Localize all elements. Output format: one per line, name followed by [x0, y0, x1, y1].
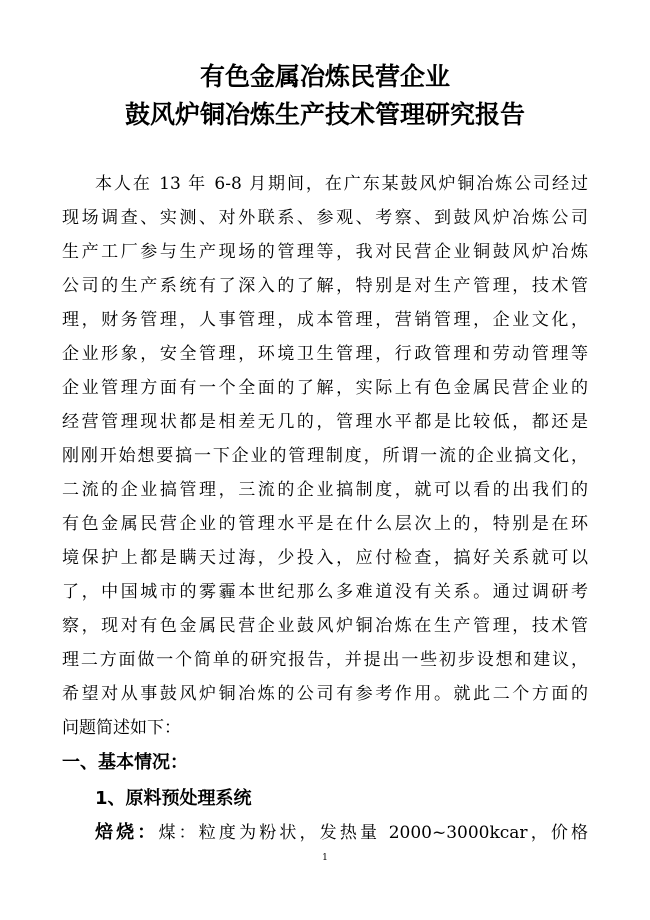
roasting-text: 煤：粒度为粉状，发热量 2000~3000kcar，价格 — [158, 823, 589, 843]
body-line: 察，现对有色金属民营企业鼓风炉铜冶炼在生产管理，技术管 — [62, 616, 588, 636]
body-line: 问题简述如下： — [62, 718, 181, 738]
page-number: 1 — [322, 853, 328, 863]
body-line: 现场调查、实测、对外联系、参观、考察、到鼓风炉冶炼公司 — [62, 208, 588, 228]
body-line: 理二方面做一个简单的研究报告，并提出一些初步设想和建议， — [62, 650, 588, 670]
body-line: 企业管理方面有一个全面的了解，实际上有色金属民营企业的 — [62, 378, 588, 398]
body-line: 二流的企业搞管理，三流的企业搞制度，就可以看的出我们的 — [62, 480, 588, 500]
document-title-line-1: 有色金属冶炼民营企业 — [199, 62, 450, 91]
body-line: 公司的生产系统有了深入的了解，特别是对生产管理，技术管 — [62, 276, 588, 296]
body-line: 希望对从事鼓风炉铜冶炼的公司有参考作用。就此二个方面的 — [62, 684, 588, 704]
body-line: 本人在 13 年 6-8 月期间，在广东某鼓风炉铜冶炼公司经过 — [95, 174, 588, 194]
body-line: 企业形象，安全管理，环境卫生管理，行政管理和劳动管理等 — [62, 344, 588, 364]
roasting-label: 焙烧： — [95, 822, 159, 843]
body-line: 经营管理现状都是相差无几的，管理水平都是比较低，都还是 — [62, 412, 588, 432]
document-title-line-2: 鼓风炉铜冶炼生产技术管理研究报告 — [124, 100, 525, 129]
section-heading: 一、基本情况： — [62, 752, 188, 773]
body-line: 有色金属民营企业的管理水平是在什么层次上的，特别是在环 — [62, 514, 588, 534]
body-line: 生产工厂参与生产现场的管理等，我对民营企业铜鼓风炉冶炼 — [62, 242, 588, 262]
body-line: 刚刚开始想要搞一下企业的管理制度，所谓一流的企业搞文化， — [62, 446, 588, 466]
body-line: 了，中国城市的雾霾本世纪那么多难道没有关系。通过调研考 — [62, 582, 588, 602]
body-line: 境保护上都是瞒天过海，少投入，应付检查，搞好关系就可以 — [62, 548, 588, 568]
body-line: 理，财务管理，人事管理，成本管理，营销管理，企业文化， — [62, 310, 588, 330]
roasting-paragraph — [95, 820, 588, 846]
subsection-heading: 1、原料预处理系统 — [95, 788, 252, 809]
